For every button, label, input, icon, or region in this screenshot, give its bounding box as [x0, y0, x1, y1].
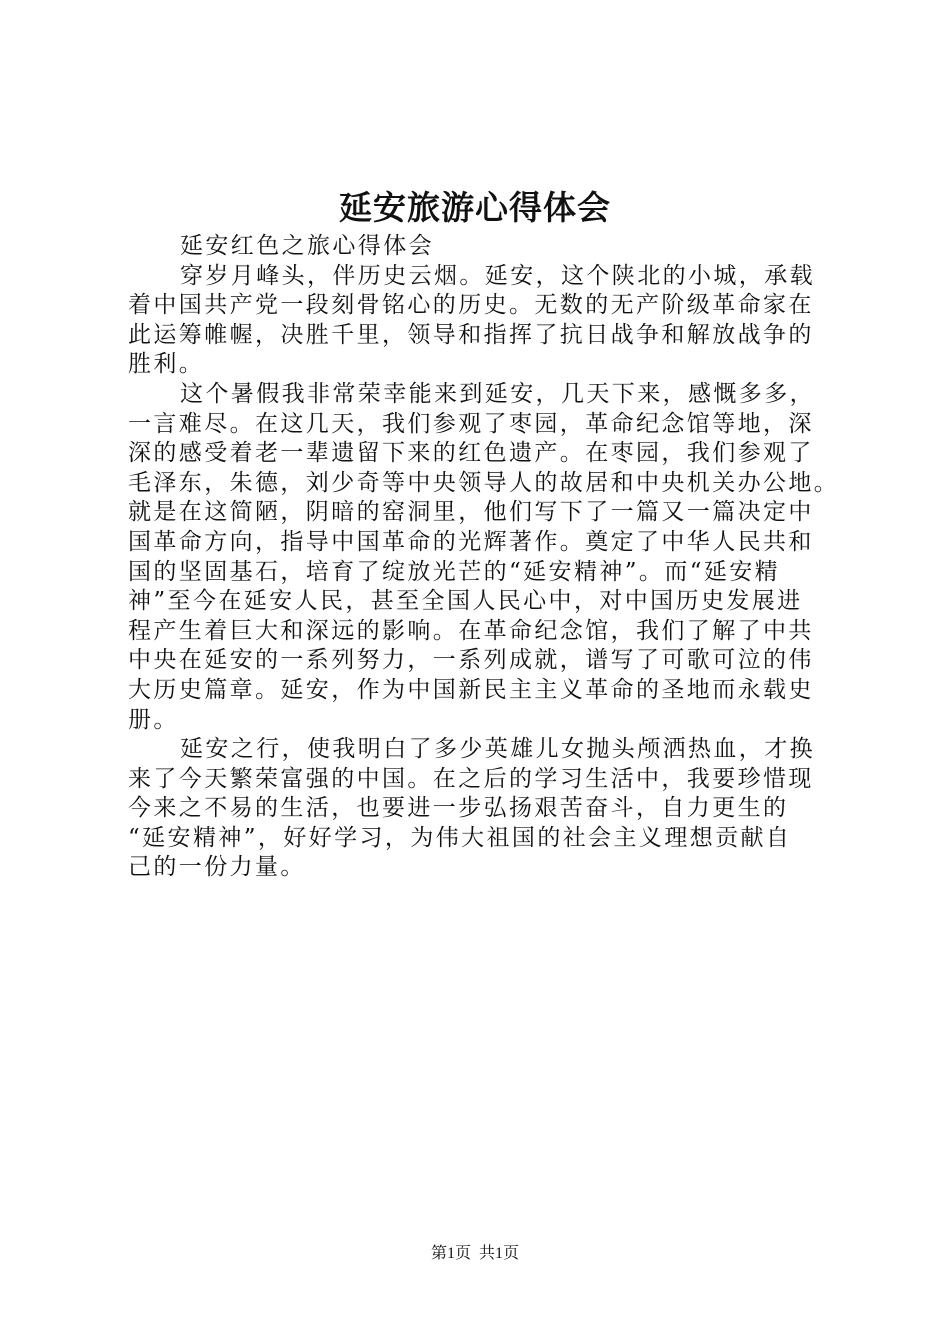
text-line: 一言难尽。在这几天，我们参观了枣园，革命纪念馆等地，深	[128, 410, 814, 437]
document-body	[128, 232, 840, 883]
text-line: 穿岁月峰头，伴历史云烟。延安，这个陕北的小城，承载	[180, 262, 815, 289]
text-line: 程产生着巨大和深远的影响。在革命纪念馆，我们了解了中共	[128, 617, 814, 644]
text-line: 毛泽东，朱德，刘少奇等中央领导人的故居和中央机关办公地。	[128, 469, 840, 496]
text-line: 册。	[128, 706, 179, 733]
text-line: 深的感受着老一辈遗留下来的红色遗产。在枣园，我们参观了	[128, 440, 814, 467]
document-title: 延安旅游心得体会	[339, 188, 611, 227]
text-line: 己的一份力量。	[128, 854, 306, 881]
text-line: 延安之行，使我明白了多少英雄儿女抛头颅洒热血，才换	[180, 736, 815, 763]
text-line: 这个暑假我非常荣幸能来到延安，几天下来，感慨多多，	[180, 380, 815, 407]
text-line: 着中国共产党一段刻骨铭心的历史。无数的无产阶级革命家在	[128, 292, 814, 319]
text-line: 大历史篇章。延安，作为中国新民主主义革命的圣地而永载史	[128, 676, 814, 703]
text-line: 国的坚固基石，培育了绽放光芒的“延安精神”。而“延安精	[128, 558, 781, 585]
text-line: 今来之不易的生活，也要进一步弘扬艰苦奋斗，自力更生的	[128, 795, 789, 822]
text-line: 神”至今在延安人民，甚至全国人民心中，对中国历史发展进	[128, 588, 803, 615]
text-line: 胜利。	[128, 351, 205, 378]
text-line: 中央在延安的一系列努力，一系列成就，谱写了可歌可泣的伟	[128, 647, 814, 674]
text-line: 就是在这简陋，阴暗的窑洞里，他们写下了一篇又一篇决定中	[128, 499, 814, 526]
text-line: 国革命方向，指导中国革命的光辉著作。奠定了中华人民共和	[128, 528, 814, 555]
text-line: “延安精神”，好好学习，为伟大祖国的社会主义理想贡献自	[128, 824, 792, 851]
text-line: 延安红色之旅心得体会	[180, 233, 434, 259]
text-line: 此运筹帷幄，决胜千里，领导和指挥了抗日战争和解放战争的	[128, 321, 814, 348]
page-footer	[0, 1243, 950, 1265]
text-line: 来了今天繁荣富强的中国。在之后的学习生活中，我要珍惜现	[128, 765, 814, 792]
page-number-text: 第1页 共1页	[430, 1245, 519, 1262]
